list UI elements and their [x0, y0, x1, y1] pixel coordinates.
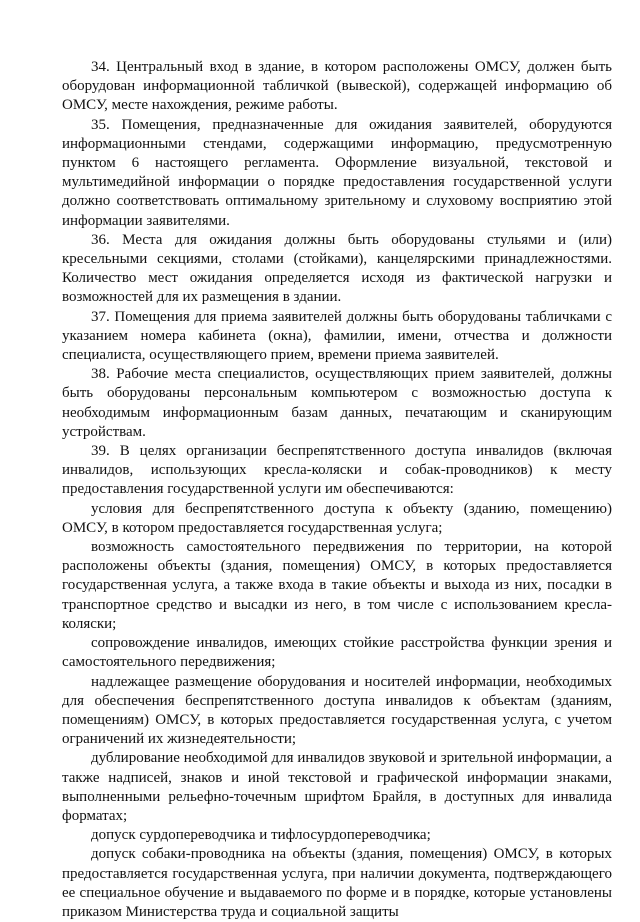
list-item-access-conditions: условия для беспрепятственного доступа к объекту (зданию, помещению) ОМСУ, в котором предоставляется государственная услуга;	[62, 500, 612, 536]
paragraph-38: 38. Рабочие места специалистов, осуществляющих прием заявителей, должны быть оборудованы персональным компьютером с возможностью доступа к необходимым информационным базам данных, печатающим и сканирующим устройствам.	[62, 366, 612, 440]
paragraph-34: 34. Центральный вход в здание, в котором расположены ОМСУ, должен быть оборудован информационной табличкой (вывеской), содержащей информацию об ОМСУ, месте нахождения, режиме работы.	[62, 59, 612, 114]
list-item-equipment-placement: надлежащее размещение оборудования и носителей информации, необходимых для обеспечения беспрепятственного доступа инвалидов к объектам (зданиям, помещениям) ОМСУ, в которых предоставляется государственная услуга, с учетом ограничений их жизнедеятельности;	[62, 673, 612, 748]
paragraph-36: 36. Места для ожидания должны быть оборудованы стульями и (или) кресельными секциями, столами (стойками), канцелярскими принадлежностями. Количество мест ожидания определяется исходя из фактической нагрузки и возможностей для их размещения в здании.	[62, 231, 612, 306]
list-item-guide-dog: допуск собаки-проводника на объекты (здания, помещения) ОМСУ, в которых предоставляется государственная услуга, при наличии документа, подтверждающего ее специальное обучение и выдаваемого по форме и в порядке, которые установлены приказом Министерства труда и социальной защиты	[62, 846, 612, 920]
paragraph-35: 35. Помещения, предназначенные для ожидания заявителей, оборудуются информационными стендами, содержащими информацию, предусмотренную пунктом 6 настоящего регламента. Оформление визуальной, текстовой и мультимедийной информации о порядке предоставления государственной услуги должно соответствовать оптимальному зрительному и слуховому восприятию этой информации заявителями.	[62, 116, 612, 229]
list-item-sign-interpreter: допуск сурдопереводчика и тифлосурдопереводчика;	[91, 827, 431, 844]
paragraph-37: 37. Помещения для приема заявителей должны быть оборудованы табличками с указанием номера кабинета (окна), фамилии, имени, отчества и должности специалиста, осуществляющего прием, времени приема заявителей.	[62, 308, 612, 364]
document-page	[62, 58, 612, 922]
list-item-escort: сопровождение инвалидов, имеющих стойкие расстройства функции зрения и самостоятельного передвижения;	[62, 635, 612, 671]
list-item-braille-duplication: дублирование необходимой для инвалидов звуковой и зрительной информации, а также надписей, знаков и иной текстовой и графической информации знаками, выполненными рельефно-точечным шрифтом Брайля, в доступных для инвалида форматах;	[62, 750, 612, 824]
paragraph-39: 39. В целях организации беспрепятственного доступа инвалидов (включая инвалидов, использующих кресла-коляски и собак-проводников) к месту предоставления государственной услуги им обеспечиваются:	[62, 443, 612, 498]
list-item-independent-movement: возможность самостоятельного передвижения по территории, на которой расположены объекты (здания, помещения) ОМСУ, в которых предоставляется государственная услуга, а также входа в такие объекты и выхода из них, посадки в транспортное средство и высадки из него, в том числе с использованием кресла-коляски;	[62, 539, 612, 632]
